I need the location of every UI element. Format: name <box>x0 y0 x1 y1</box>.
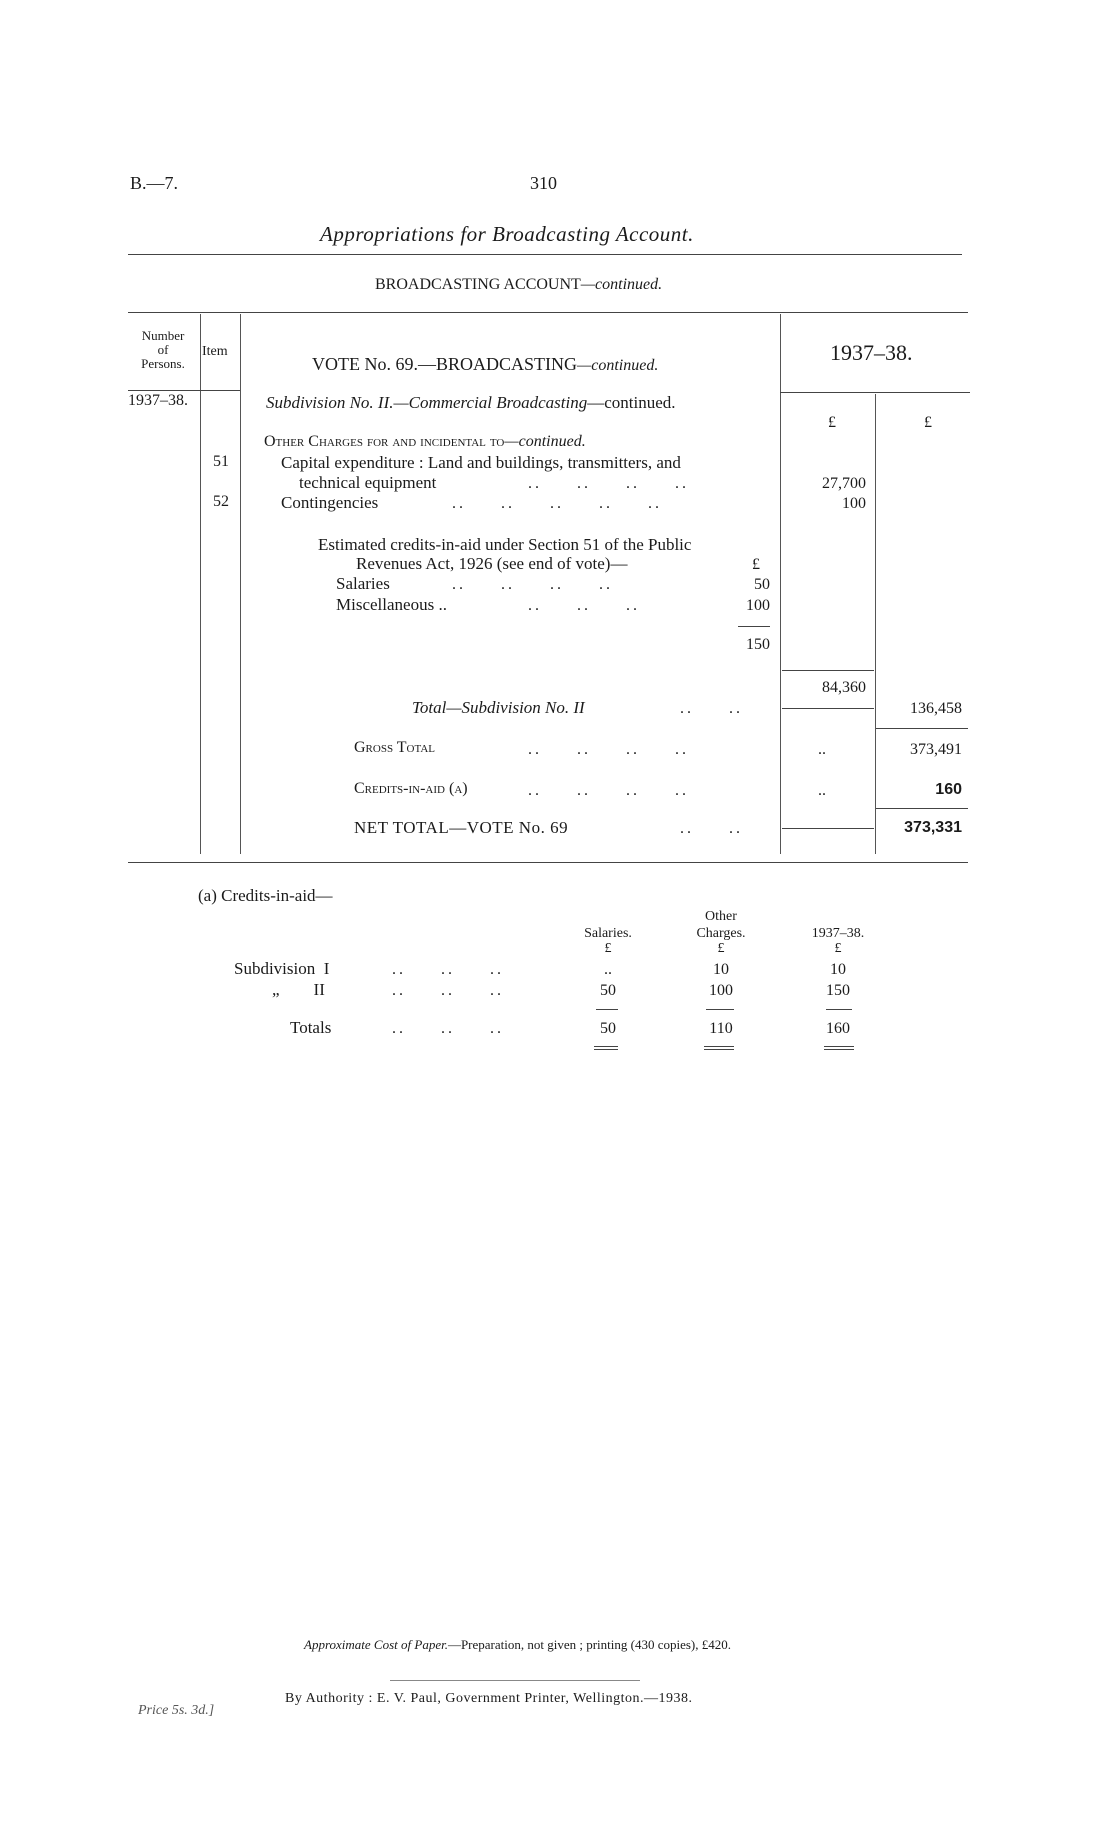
vote-heading: VOTE No. 69.—BROADCASTING—continued. <box>312 354 659 374</box>
footnote-pound-other: £ <box>717 941 725 956</box>
paper-cost-line: Approximate Cost of Paper.—Preparation, not given ; printing (430 copies), £420. <box>304 1637 732 1652</box>
col-divider-amounts <box>875 394 876 854</box>
footnote-row-label: „ II <box>272 980 325 999</box>
credits-in-aid-mid-dots: .. <box>818 782 826 799</box>
total-subdivision-dots: .. .. <box>680 700 743 717</box>
footnote-totals-dots: .. .. .. <box>392 1020 504 1037</box>
table-bottom-rule <box>128 862 968 863</box>
net-total-mid-rule <box>782 828 874 829</box>
net-total-label: NET TOTAL—VOTE No. 69 <box>354 818 569 837</box>
net-total-rule <box>876 808 968 809</box>
persons-column-header: Number of Persons. <box>141 328 185 371</box>
credits-note-line2: Revenues Act, 1926 (see end of vote)— <box>356 554 628 573</box>
other-charges-heading: Other Charges for and incidental to—continued. <box>264 433 586 450</box>
footnote-sum-rule-year <box>826 1009 852 1010</box>
printer-imprint: By Authority : E. V. Paul, Government Printer, Wellington.—1938. <box>285 1691 693 1706</box>
running-title: Appropriations for Broadcasting Account. <box>320 222 694 246</box>
footnote-double-rule <box>824 1049 854 1050</box>
pound-sign-col2: £ <box>924 414 932 431</box>
year-header-rule <box>780 392 970 393</box>
col-divider-persons <box>200 314 201 854</box>
footnote-double-rule <box>594 1046 618 1047</box>
footnote-row-label: Subdivision I <box>234 959 330 978</box>
footnote-totals-year: 160 <box>826 1020 850 1037</box>
footnote-row-salaries: 50 <box>600 982 616 999</box>
page-number: 310 <box>530 173 557 193</box>
item-52-leader-dots: .. .. .. .. .. <box>452 495 662 512</box>
subtotal-top-rule <box>782 670 874 671</box>
year-column-header: 1937–38. <box>830 340 913 365</box>
footnote-row-other: 100 <box>709 982 733 999</box>
net-total-dots: .. .. <box>680 820 743 837</box>
subtotal-amount: 84,360 <box>822 679 866 696</box>
credits-salaries-amount: 50 <box>754 576 770 593</box>
gross-total-mid-dots: .. <box>818 741 826 758</box>
footnote-row-dots: .. .. .. <box>392 982 504 999</box>
total-subdivision-amount: 136,458 <box>910 700 962 717</box>
col-divider-item <box>240 314 241 854</box>
item-51-description-line2: technical equipment <box>299 473 437 492</box>
credits-misc-amount: 100 <box>746 597 770 614</box>
account-heading <box>375 276 662 294</box>
credits-misc-dots: .. .. .. <box>528 597 640 614</box>
footnote-sum-rule-salaries <box>596 1009 618 1010</box>
footnote-pound-salaries: £ <box>604 941 612 956</box>
account-heading-main: BROADCASTING ACCOUNT <box>375 276 581 293</box>
document-reference: B.—7. <box>130 173 179 193</box>
gross-total-rule <box>876 728 968 729</box>
footnote-double-rule <box>594 1049 618 1050</box>
footnote-row-dots: .. .. .. <box>392 961 504 978</box>
item-number-51: 51 <box>213 453 229 470</box>
credits-salaries-label: Salaries <box>336 574 390 593</box>
footnote-row-year: 10 <box>830 961 846 978</box>
gross-total-dots: .. .. .. .. <box>528 741 689 758</box>
price-note: Price 5s. 3d.] <box>138 1703 215 1718</box>
credits-misc-label: Miscellaneous .. <box>336 595 447 614</box>
footnote-heading: (a) Credits-in-aid— <box>198 886 333 905</box>
pound-sign-col1: £ <box>828 414 836 431</box>
item-51-amount: 27,700 <box>822 475 866 492</box>
gross-total-label: Gross Total <box>354 739 436 756</box>
item-51-leader-dots: .. .. .. .. <box>528 475 689 492</box>
credits-salaries-dots: .. .. .. .. <box>452 576 613 593</box>
persons-header-rule <box>128 390 240 391</box>
item-52-description: Contingencies <box>281 493 379 512</box>
subtotal-bottom-rule <box>782 708 874 709</box>
footnote-sum-rule-other <box>706 1009 734 1010</box>
credits-note-pound: £ <box>752 556 760 573</box>
item-number-52: 52 <box>213 493 229 510</box>
footnote-double-rule <box>824 1046 854 1047</box>
title-rule <box>128 254 962 255</box>
credits-in-aid-amount: 160 <box>935 781 962 798</box>
footnote-double-rule <box>704 1046 734 1047</box>
item-column-header: Item <box>202 344 228 359</box>
persons-year: 1937–38. <box>128 392 188 409</box>
footnote-pound-year: £ <box>834 941 842 956</box>
credits-in-aid-dots: .. .. .. .. <box>528 782 689 799</box>
subdivision-heading: Subdivision No. II.—Commercial Broadcasting—continued. <box>266 393 676 412</box>
footnote-row-salaries: .. <box>604 961 612 978</box>
item-51-description-line1: Capital expenditure : Land and buildings, transmitters, and <box>281 453 681 472</box>
imprint-rule <box>390 1680 640 1681</box>
footnote-totals-salaries: 50 <box>600 1020 616 1037</box>
col-divider-description <box>780 314 781 854</box>
table-top-rule <box>128 312 968 313</box>
item-52-amount: 100 <box>842 495 866 512</box>
footnote-row-year: 150 <box>826 982 850 999</box>
net-total-amount: 373,331 <box>904 819 962 836</box>
account-heading-suffix: —continued. <box>580 276 663 293</box>
footnote-col-other: Other Charges. <box>696 909 746 941</box>
footnote-totals-label: Totals <box>290 1018 332 1037</box>
total-subdivision-label: Total—Subdivision No. II <box>412 698 585 717</box>
credits-sum-rule <box>738 626 770 627</box>
gross-total-amount: 373,491 <box>910 741 962 758</box>
footnote-row-other: 10 <box>713 961 729 978</box>
footnote-double-rule <box>704 1049 734 1050</box>
credits-in-aid-label: Credits-in-aid (a) <box>354 780 468 797</box>
footnote-totals-other: 110 <box>709 1020 733 1037</box>
credits-total: 150 <box>746 636 770 653</box>
footnote-col-year: 1937–38. <box>811 926 865 941</box>
credits-note-line1: Estimated credits-in-aid under Section 51 of the Public <box>318 535 692 554</box>
footnote-col-salaries: Salaries. <box>584 926 632 941</box>
